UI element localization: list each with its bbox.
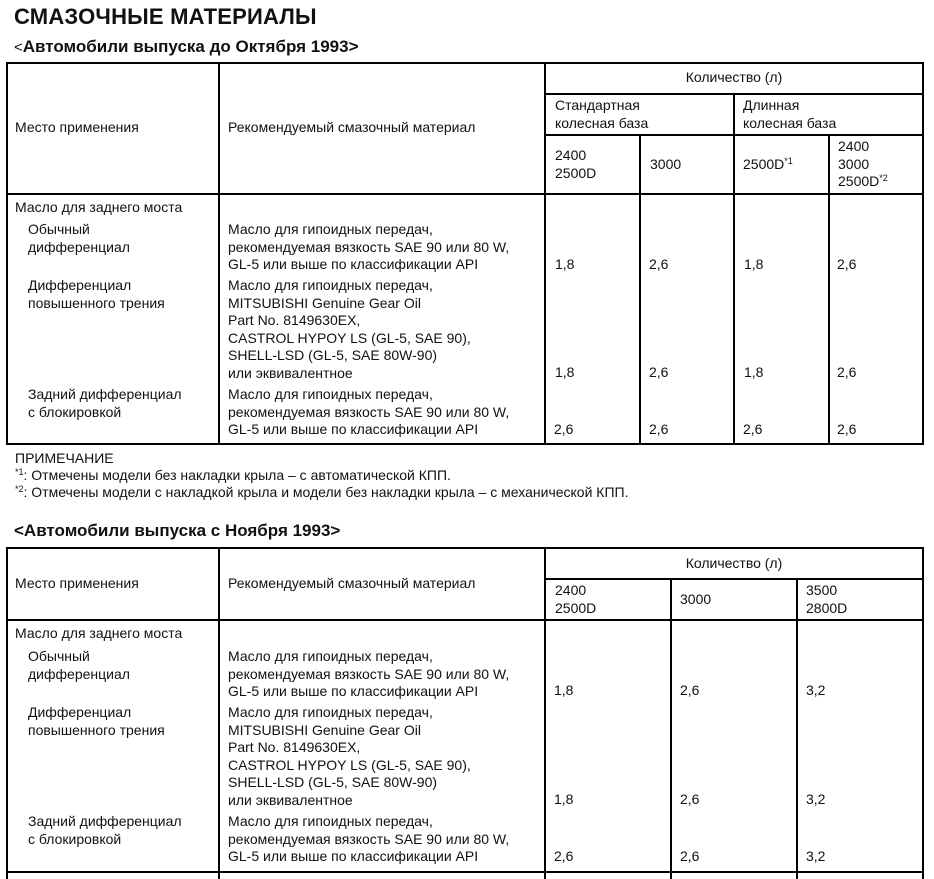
table1-border-left bbox=[6, 62, 8, 445]
table2-col-divider bbox=[796, 578, 798, 879]
row-value: 1,8 bbox=[744, 364, 764, 380]
row-location: Обычный дифференциал bbox=[28, 648, 130, 682]
table2-col-divider bbox=[218, 547, 220, 879]
header-lubricant: Рекомендуемый смазочный материал bbox=[228, 575, 476, 591]
table1-col-divider bbox=[218, 62, 220, 445]
table1-col-divider bbox=[544, 62, 546, 445]
section1-heading bbox=[14, 37, 359, 57]
row-value: 1,8 bbox=[554, 791, 574, 807]
notes-title: ПРИМЕЧАНИЕ bbox=[15, 450, 114, 466]
table2-line-header-bottom bbox=[6, 619, 923, 621]
table1-border-bottom bbox=[6, 443, 923, 445]
footnote-mark: *1 bbox=[784, 156, 793, 166]
table2-border-bottom bbox=[6, 871, 923, 873]
table1-col-divider bbox=[733, 93, 735, 445]
row-value: 2,6 bbox=[680, 791, 700, 807]
header-col-engine: $2500D^{*1}$ bbox=[743, 156, 793, 172]
page-title: СМАЗОЧНЫЕ МАТЕРИАЛЫ bbox=[14, 4, 317, 29]
row-value: 2,6 bbox=[680, 682, 700, 698]
row-value: 2,6 bbox=[554, 848, 574, 864]
row-value: 3,2 bbox=[806, 791, 826, 807]
table2-col-divider bbox=[670, 578, 672, 879]
row-value: 2,6 bbox=[837, 421, 857, 437]
row-value: 2,6 bbox=[649, 256, 669, 272]
table2-border-left bbox=[6, 547, 8, 879]
row-location: Задний дифференциал с блокировкой bbox=[28, 813, 182, 847]
header-col-engine: 3000 bbox=[680, 591, 712, 607]
table2-line-quantity bbox=[544, 578, 923, 580]
row-value: 1,8 bbox=[554, 682, 574, 698]
header-standard-wheelbase: Стандартная колесная база bbox=[555, 97, 649, 131]
row-value: 2,6 bbox=[649, 364, 669, 380]
header-col-engine: 2400 2500D bbox=[555, 147, 597, 181]
header-lubricant: Рекомендуемый смазочный материал bbox=[228, 119, 476, 135]
table2-col-divider bbox=[544, 547, 546, 879]
row-location: Дифференциал повышенного трения bbox=[28, 704, 165, 738]
footnote-mark: *1 bbox=[15, 467, 24, 477]
table1-col-divider bbox=[639, 134, 641, 445]
row-value: 2,6 bbox=[554, 421, 574, 437]
group-label: Масло для заднего моста bbox=[15, 625, 183, 641]
table1-col-divider bbox=[828, 134, 830, 445]
header-location: Место применения bbox=[15, 119, 139, 135]
row-lubricant: Масло для гипоидных передач, рекомендуемая вязкость SAE 90 или 80 W, GL-5 или выше по классификации API bbox=[228, 648, 510, 699]
header-quantity: Количество (л) bbox=[685, 69, 783, 85]
row-lubricant: Масло для гипоидных передач, рекомендуемая вязкость SAE 90 или 80 W, GL-5 или выше по классификации API bbox=[228, 221, 510, 272]
header-col-engine: 3000 bbox=[650, 156, 682, 172]
note-item: $^{*2}$: Отмечены модели с накладкой крыла и модели без накладки крыла – с механической КПП. bbox=[15, 484, 629, 500]
header-col-engine: 2400 2500D bbox=[555, 582, 597, 616]
section2-heading: <Автомобили выпуска с Ноября 1993> bbox=[14, 521, 341, 540]
section1-heading-prefix: < bbox=[14, 39, 23, 56]
row-lubricant: Масло для гипоидных передач, MITSUBISHI Genuine Gear Oil Part No. 8149630EX, CASTROL HYPOY LS (GL-5, SAE 90), SHELL-LSD (GL-5, SAE 80W-90) или эквивалентное bbox=[228, 704, 471, 808]
row-value: 2,6 bbox=[837, 364, 857, 380]
row-lubricant: Масло для гипоидных передач, MITSUBISHI Genuine Gear Oil Part No. 8149630EX, CASTROL HYPOY LS (GL-5, SAE 90), SHELL-LSD (GL-5, SAE 80W-90) или эквивалентное bbox=[228, 277, 471, 381]
header-col-engine: 3500 2800D bbox=[806, 582, 848, 616]
row-value: 3,2 bbox=[806, 848, 826, 864]
row-value: 3,2 bbox=[806, 682, 826, 698]
table2-border-top bbox=[6, 547, 923, 549]
row-location: Обычный дифференциал bbox=[28, 221, 130, 255]
header-quantity: Количество (л) bbox=[685, 555, 783, 571]
row-value: 1,8 bbox=[555, 364, 575, 380]
row-location: Задний дифференциал с блокировкой bbox=[28, 386, 182, 420]
table1-border-top bbox=[6, 62, 923, 64]
row-lubricant: Масло для гипоидных передач, рекомендуемая вязкость SAE 90 или 80 W, GL-5 или выше по классификации API bbox=[228, 813, 510, 864]
table2-border-right bbox=[922, 547, 924, 879]
header-location: Место применения bbox=[15, 575, 139, 591]
header-long-wheelbase: Длинная колесная база bbox=[743, 97, 837, 131]
section1-heading-text: Автомобили выпуска до Октября 1993> bbox=[22, 37, 359, 56]
note-item: $^{*1}$: Отмечены модели без накладки крыла – с автоматической КПП. bbox=[15, 467, 451, 483]
row-value: 1,8 bbox=[555, 256, 575, 272]
notes-block bbox=[15, 450, 628, 501]
row-value: 2,6 bbox=[837, 256, 857, 272]
row-value: 2,6 bbox=[743, 421, 763, 437]
table1-line-header-bottom bbox=[6, 193, 923, 195]
row-value: 2,6 bbox=[649, 421, 669, 437]
row-lubricant: Масло для гипоидных передач, рекомендуемая вязкость SAE 90 или 80 W, GL-5 или выше по классификации API bbox=[228, 386, 510, 437]
row-location: Дифференциал повышенного трения bbox=[28, 277, 165, 311]
table1-border-right bbox=[922, 62, 924, 445]
row-value: 1,8 bbox=[744, 256, 764, 272]
footnote-mark: *2 bbox=[15, 484, 24, 494]
row-value: 2,6 bbox=[680, 848, 700, 864]
footnote-mark: *2 bbox=[879, 173, 888, 183]
header-col-engine: 2400 3000 $2500D^{*2}$ bbox=[838, 138, 888, 189]
group-label: Масло для заднего моста bbox=[15, 199, 183, 215]
